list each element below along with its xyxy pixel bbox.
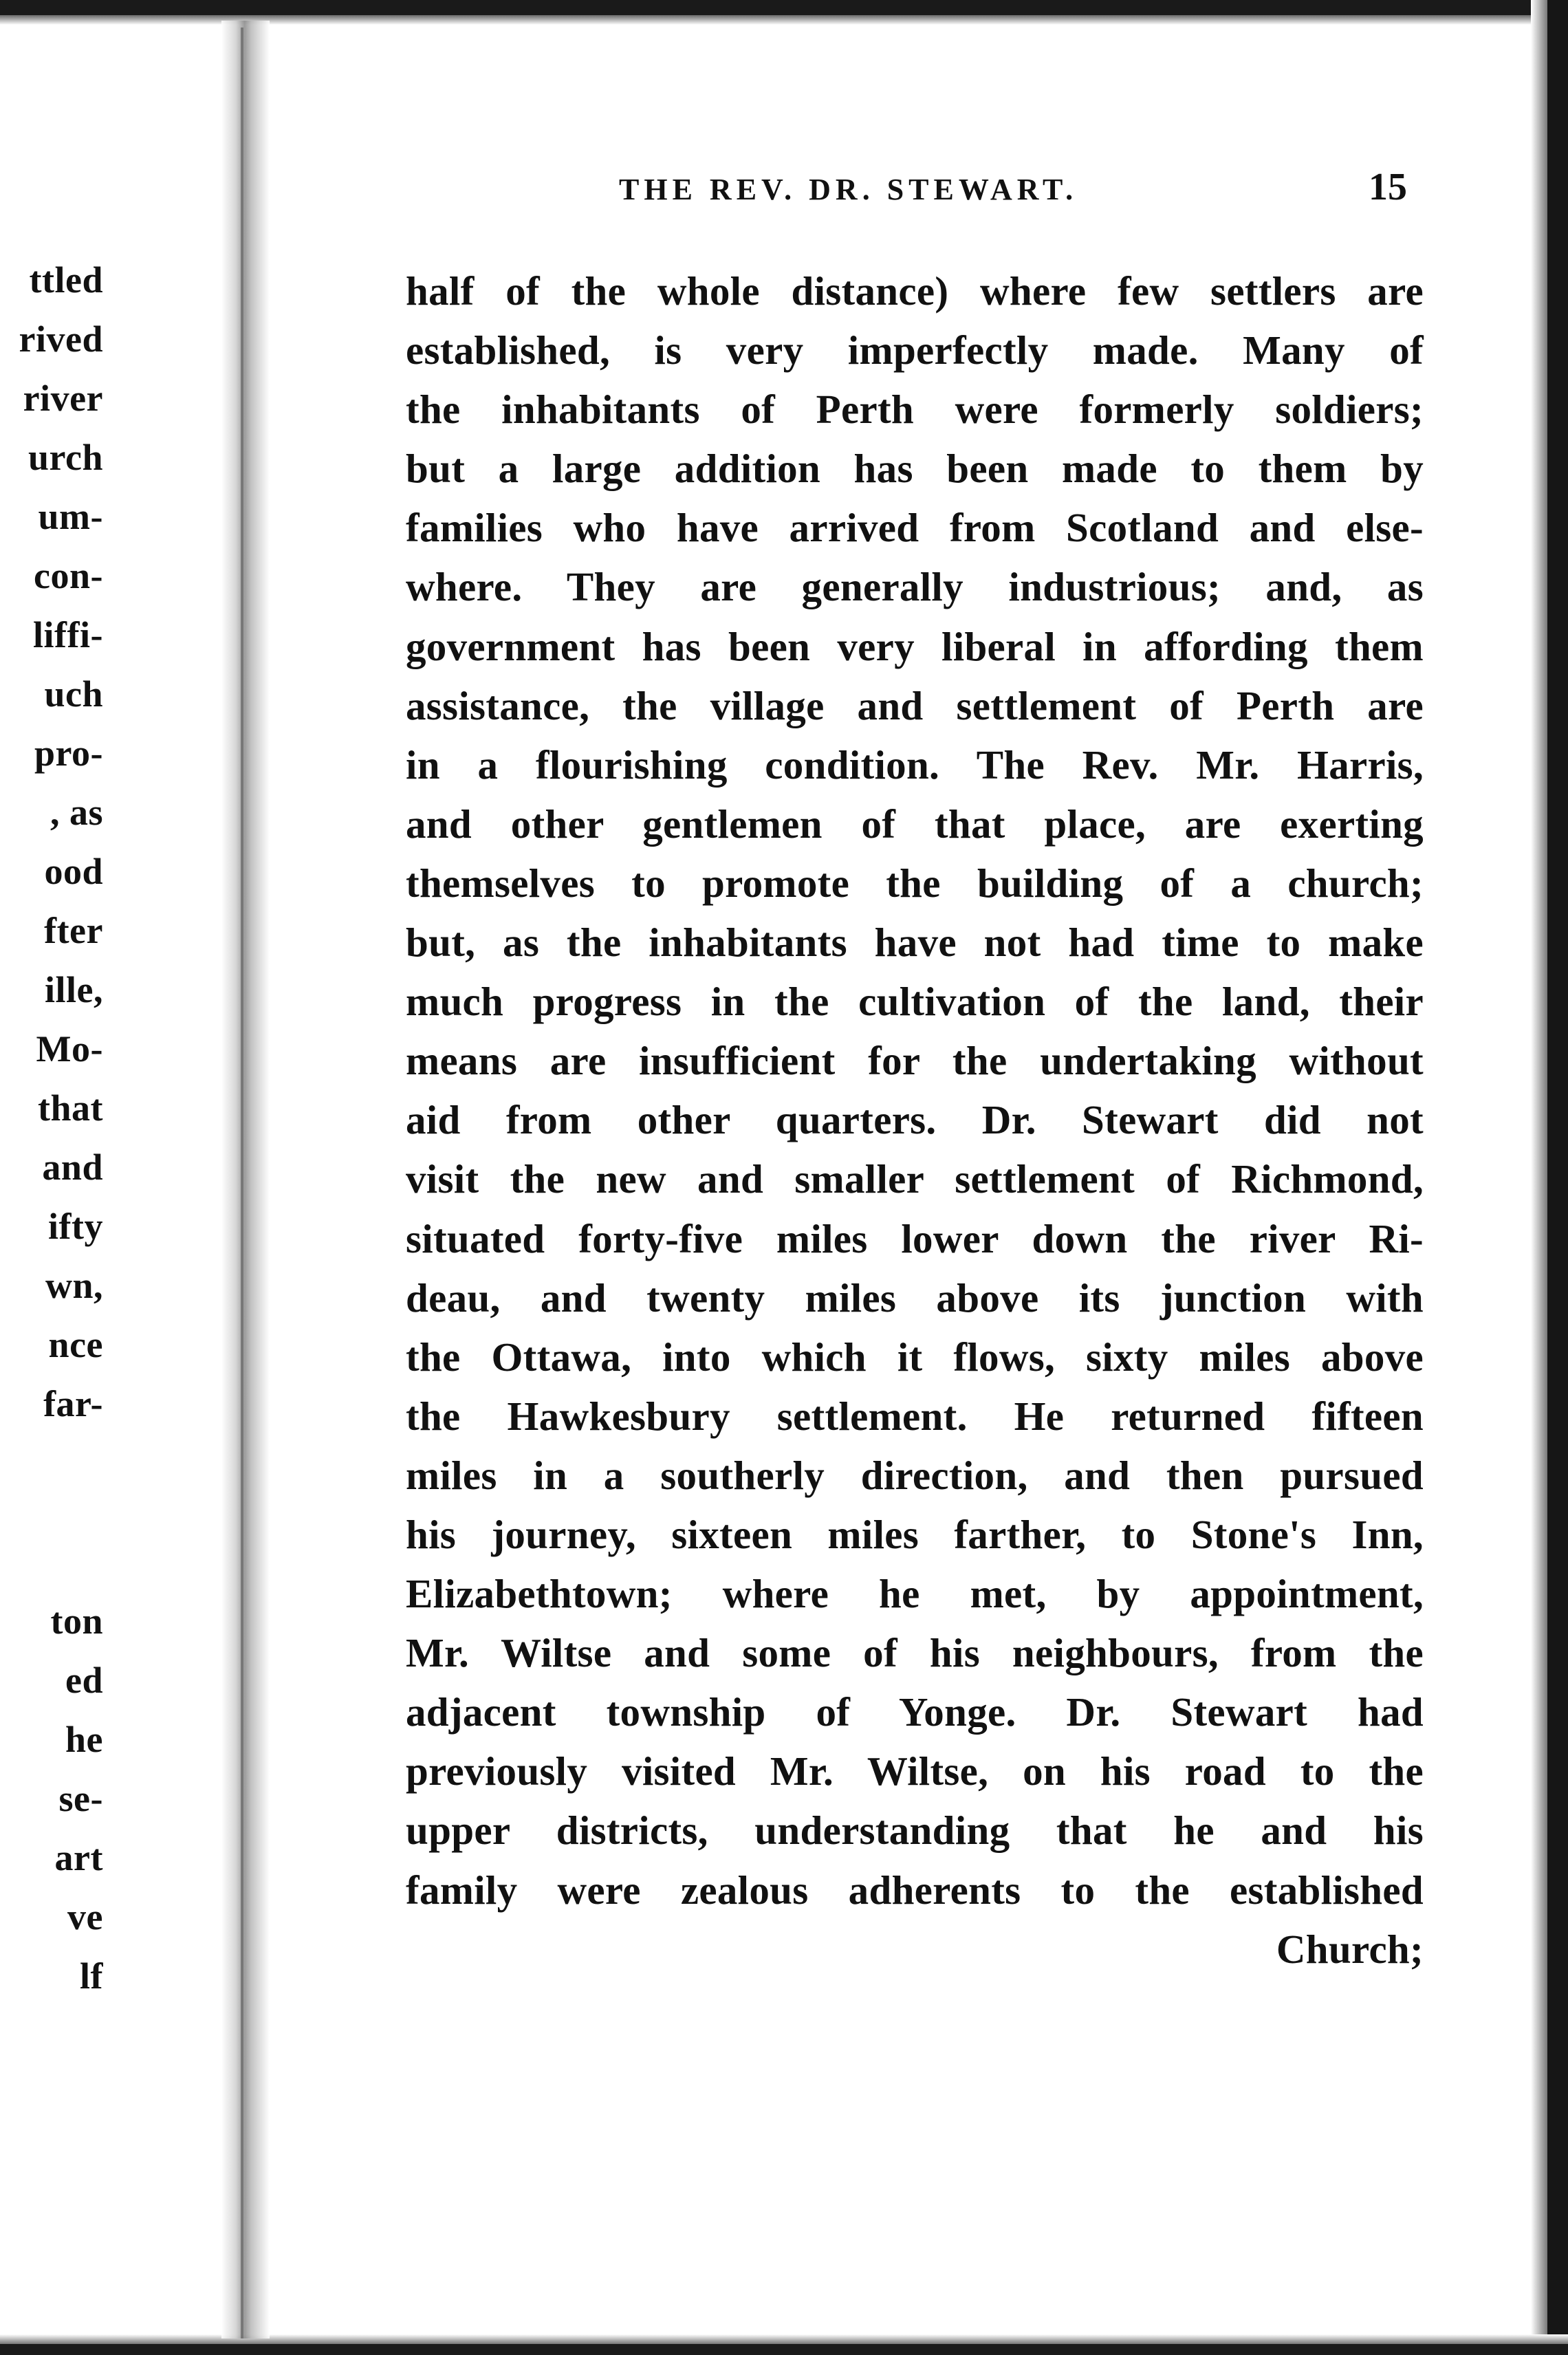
left-fragment-line: Mo-: [36, 1028, 103, 1070]
left-fragment-line: se-: [58, 1778, 103, 1819]
text-line: situated forty-five miles lower down the river Ri-: [406, 1215, 1424, 1261]
scan-bottom-edge: [0, 2344, 1568, 2355]
text-line: themselves to promote the building of a church;: [406, 860, 1424, 906]
catchword-line: Church;: [1276, 1926, 1424, 1972]
left-fragment-line: that: [38, 1087, 103, 1129]
left-fragment-line: uch: [44, 673, 103, 715]
text-line: where. They are generally industrious; and, as: [406, 564, 1424, 610]
text-line: family were zealous adherents to the established: [406, 1867, 1424, 1913]
left-fragment-line: um-: [38, 496, 103, 537]
text-line: Mr. Wiltse and some of his neighbours, from the: [406, 1630, 1424, 1676]
left-fragment-line: river: [23, 378, 103, 419]
left-fragment-line: wn,: [45, 1265, 103, 1306]
text-line: the Ottawa, into which it flows, sixty miles above: [406, 1334, 1424, 1380]
text-line: the Hawkesbury settlement. He returned fifteen: [406, 1393, 1424, 1439]
text-line: assistance, the village and settlement of Perth are: [406, 682, 1424, 728]
text-line: aid from other quarters. Dr. Stewart did not: [406, 1097, 1424, 1143]
text-line: deau, and twenty miles above its junction with: [406, 1274, 1424, 1321]
text-line: half of the whole distance) where few settlers are: [406, 268, 1424, 314]
page-number: 15: [1369, 166, 1407, 208]
running-header-title: THE REV. DR. STEWART.: [619, 173, 1078, 206]
text-line: Elizabethtown; where he met, by appointment,: [406, 1571, 1424, 1617]
left-fragment-line: urch: [28, 437, 103, 478]
left-fragment-line: rived: [19, 318, 103, 360]
text-line: his journey, sixteen miles farther, to Stone's Inn,: [406, 1511, 1424, 1557]
text-line: and other gentlemen of that place, are exerting: [406, 801, 1424, 847]
left-fragment-line: ton: [50, 1600, 103, 1642]
text-line: visit the new and smaller settlement of Richmond,: [406, 1156, 1424, 1202]
scan-right-shadow: [1531, 0, 1547, 2355]
text-line: means are insufficient for the undertaking without: [406, 1038, 1424, 1084]
left-fragment-line: ifty: [48, 1206, 103, 1247]
text-line: miles in a southerly direction, and then pursued: [406, 1452, 1424, 1498]
text-line: government has been very liberal in affording them: [406, 623, 1424, 669]
text-line: families who have arrived from Scotland and else-: [406, 505, 1424, 551]
text-line: the inhabitants of Perth were formerly soldiers;: [406, 387, 1424, 433]
text-line: established, is very imperfectly made. Many of: [406, 327, 1424, 373]
left-fragment-line: and: [42, 1147, 103, 1188]
left-fragment-line: pro-: [34, 732, 103, 774]
text-line: adjacent township of Yonge. Dr. Stewart had: [406, 1689, 1424, 1735]
scan-right-edge: [1547, 0, 1568, 2355]
text-line: upper districts, understanding that he and his: [406, 1808, 1424, 1854]
left-fragment-line: lf: [80, 1955, 103, 1997]
text-line: previously visited Mr. Wiltse, on his road to the: [406, 1748, 1424, 1794]
left-fragment-line: ve: [67, 1896, 103, 1938]
left-fragment-line: he: [65, 1719, 103, 1760]
left-fragment-line: , as: [50, 792, 103, 833]
left-fragment-line: fter: [44, 910, 103, 951]
text-line: much progress in the cultivation of the land, their: [406, 979, 1424, 1025]
body-text: [406, 261, 1424, 1979]
text-line: in a flourishing condition. The Rev. Mr. Harris,: [406, 741, 1424, 788]
left-fragment-line: ille,: [45, 969, 103, 1010]
left-fragment-line: con-: [34, 555, 103, 596]
left-fragment-line: ed: [65, 1660, 103, 1701]
left-fragment-line: nce: [48, 1324, 103, 1365]
left-fragment-line: ood: [44, 851, 103, 892]
left-fragment-line: ttled: [29, 259, 103, 301]
left-fragment-line: liffi-: [33, 614, 103, 655]
left-fragment-line: far-: [43, 1383, 103, 1424]
left-fragment-line: art: [54, 1837, 103, 1878]
text-line: but a large addition has been made to them by: [406, 446, 1424, 492]
text-line: but, as the inhabitants have not had time to make: [406, 920, 1424, 966]
scan-top-edge: [0, 0, 1568, 15]
book-gutter-fold: [241, 28, 243, 2338]
book-gutter: [221, 21, 270, 2338]
